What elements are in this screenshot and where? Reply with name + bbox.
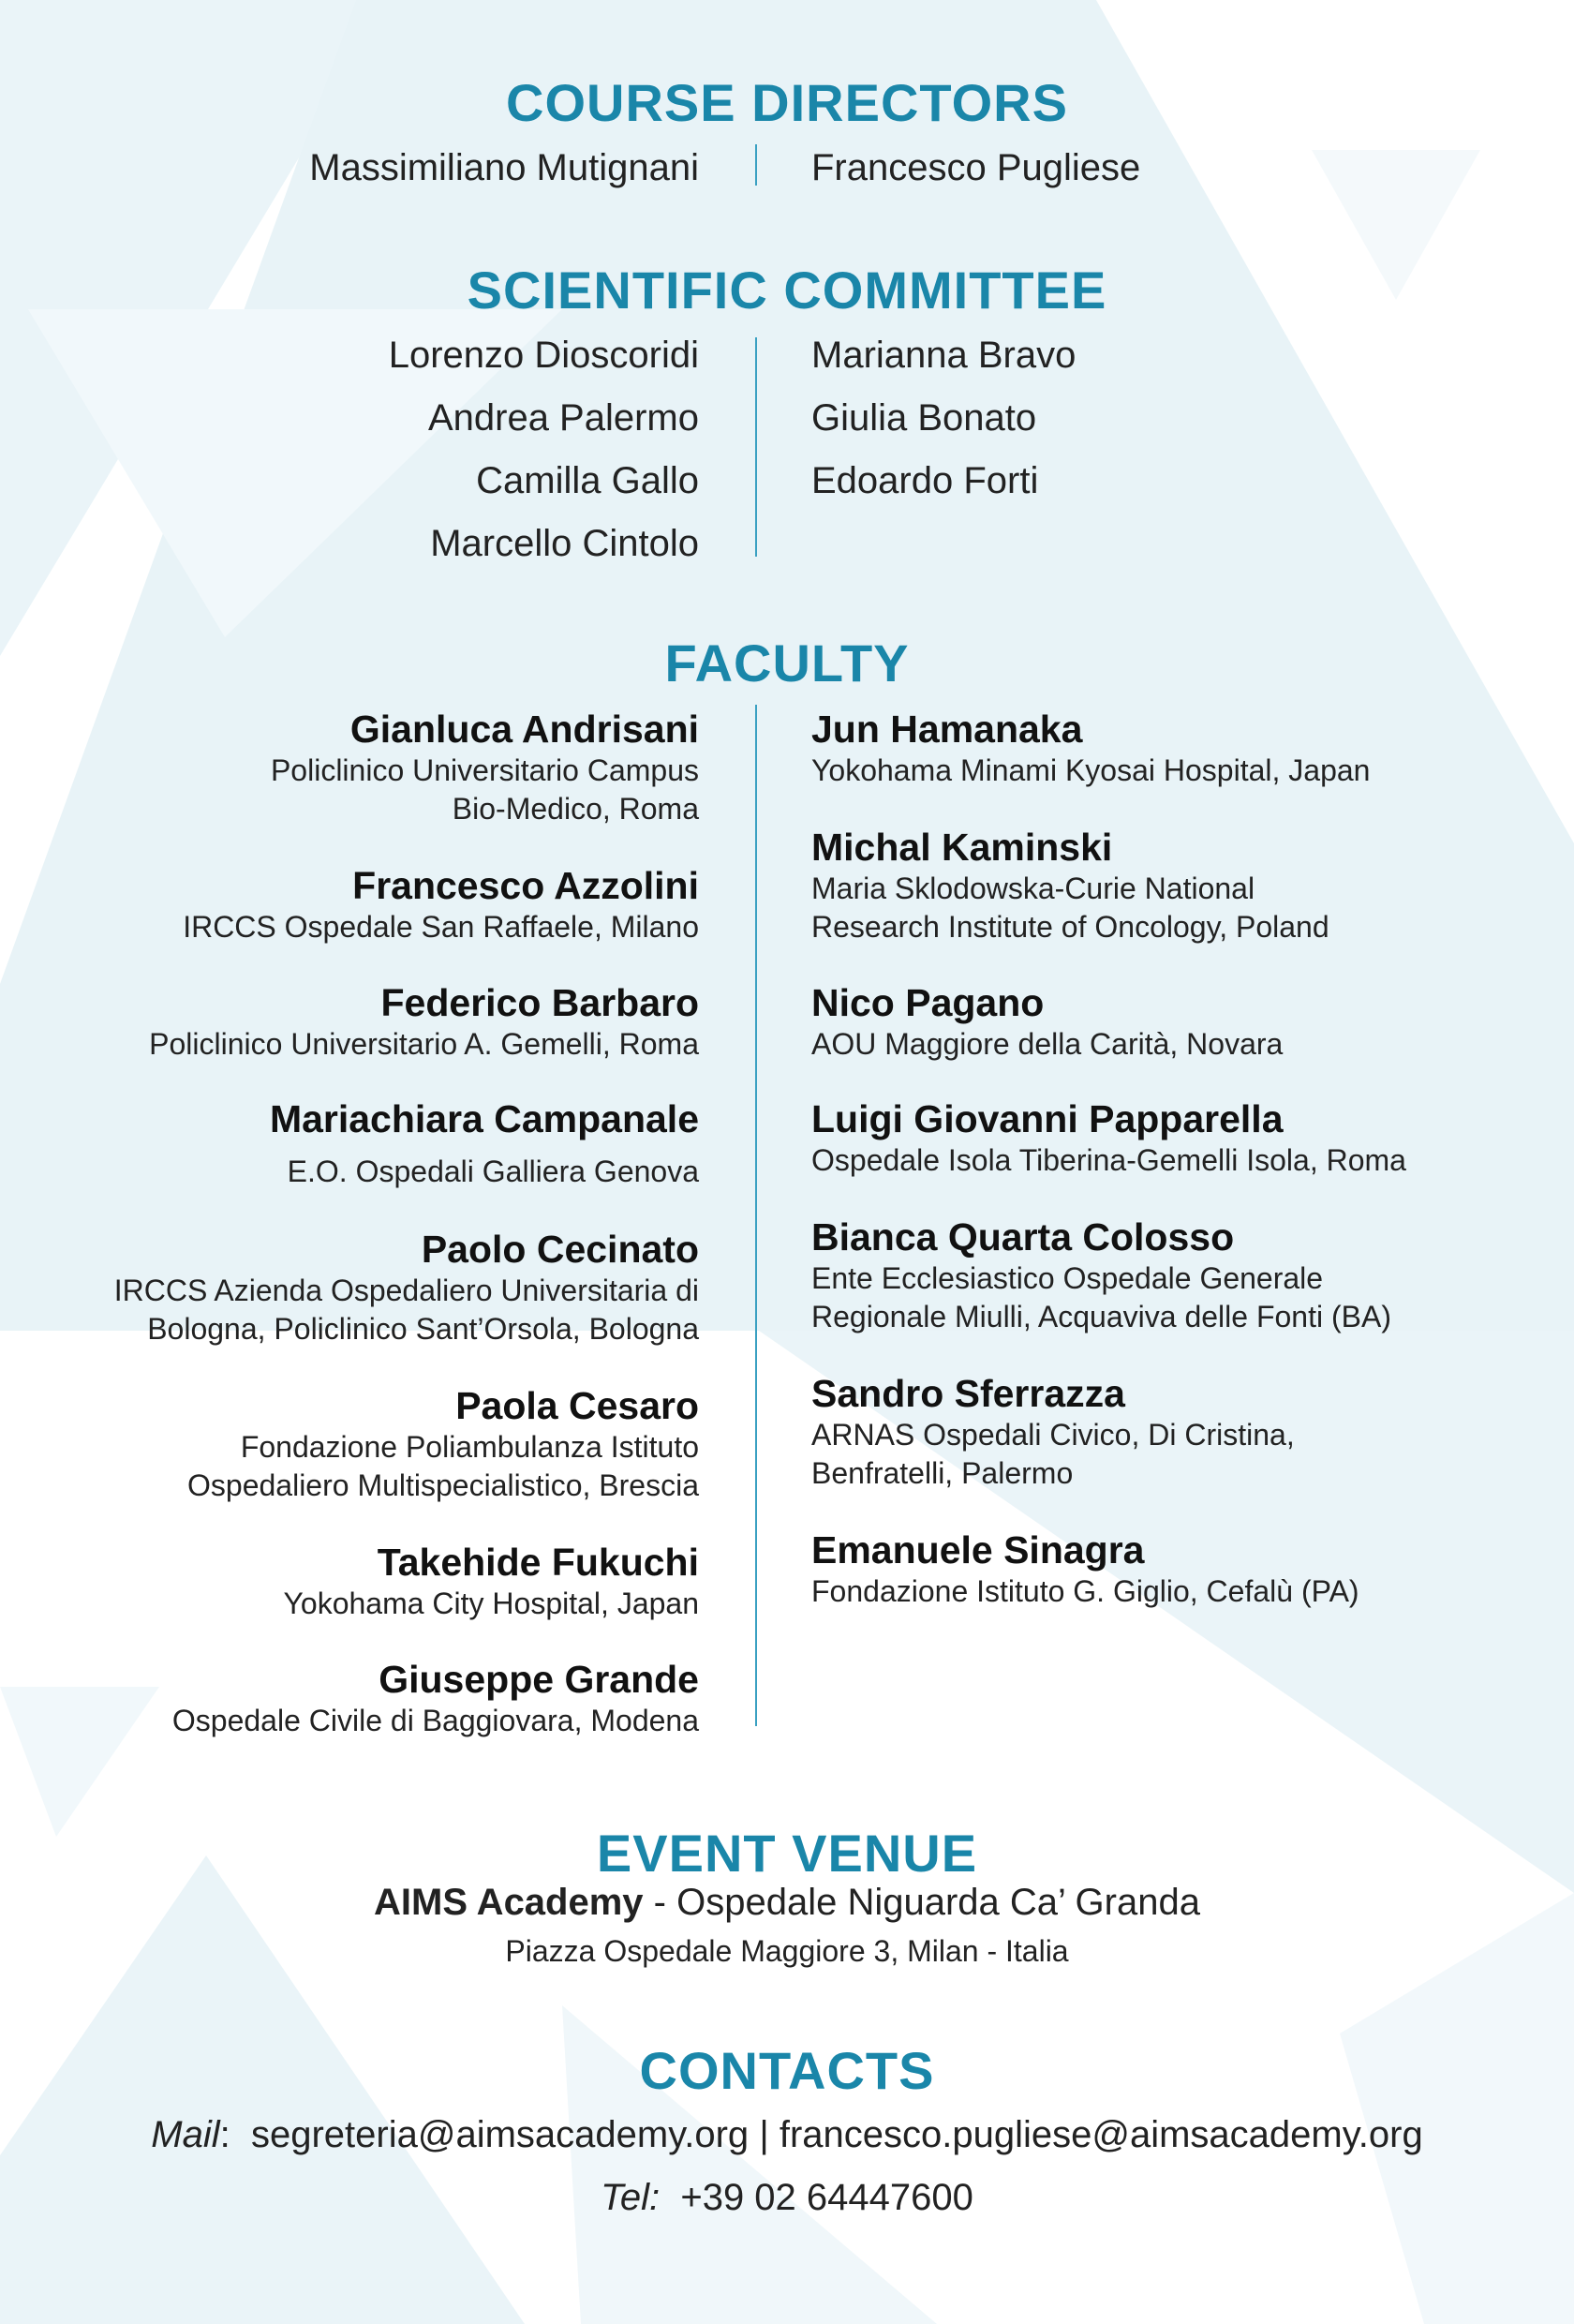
faculty-affiliation: Ospedale Isola Tiberina-Gemelli Isola, Roma <box>811 1143 1406 1177</box>
faculty-affiliation: Policlinico Universitario Campus <box>270 753 699 787</box>
event-venue-title: EVENT VENUE <box>596 1824 978 1883</box>
faculty-entry <box>811 825 1329 946</box>
course-directors-title: COURSE DIRECTORS <box>506 73 1068 132</box>
faculty-affiliation: ARNAS Ospedali Civico, Di Cristina, <box>811 1418 1295 1452</box>
faculty-affiliation: E.O. Ospedali Galliera Genova <box>287 1155 699 1188</box>
faculty-name: Nico Pagano <box>811 981 1045 1024</box>
mail-separator: | <box>759 2114 769 2155</box>
mail-link-segreteria[interactable]: segreteria@aimsacademy.org <box>250 2114 750 2155</box>
faculty-affiliation: Ospedaliero Multispecialistico, Brescia <box>187 1468 699 1502</box>
course-directors-right <box>811 137 1140 200</box>
tel-number[interactable]: +39 02 64447600 <box>680 2177 973 2218</box>
faculty-entry <box>187 1383 699 1505</box>
venue-name-rest: - Ospedale Niguarda Ca’ Granda <box>643 1882 1200 1923</box>
committee-member-name: Giulia Bonato <box>811 397 1037 439</box>
mail-label: Mail <box>151 2114 220 2155</box>
faculty-name: Gianluca Andrisani <box>349 708 699 751</box>
faculty-affiliation: Ospedale Civile di Baggiovara, Modena <box>171 1704 699 1737</box>
faculty-name: Emanuele Sinagra <box>811 1528 1145 1572</box>
contact-tel-line <box>0 2174 1574 2221</box>
course-director-name: Massimiliano Mutignani <box>309 147 699 188</box>
faculty-name: Bianca Quarta Colosso <box>811 1215 1235 1259</box>
scientific-committee-title: SCIENTIFIC COMMITTEE <box>467 261 1107 320</box>
venue-name <box>0 1879 1574 1926</box>
faculty-name: Jun Hamanaka <box>811 708 1083 751</box>
faculty-name: Federico Barbaro <box>380 981 699 1024</box>
contact-mail-line <box>0 2111 1574 2158</box>
faculty-entry <box>811 980 1283 1064</box>
faculty-affiliation: AOU Maggiore della Carità, Novara <box>811 1027 1284 1061</box>
committee-member-name: Camilla Gallo <box>476 460 699 501</box>
venue-address: Piazza Ospedale Maggiore 3, Milan - Italia <box>505 1934 1069 1968</box>
faculty-entry <box>811 1096 1406 1180</box>
faculty-affiliation: Maria Sklodowska-Curie National <box>811 872 1255 905</box>
faculty-name: Luigi Giovanni Papparella <box>811 1097 1284 1140</box>
committee-member-name: Marianna Bravo <box>811 335 1077 376</box>
faculty-entry <box>283 1540 699 1623</box>
faculty-entry <box>183 863 699 946</box>
course-directors-left <box>309 137 699 200</box>
faculty-entry <box>172 1657 699 1740</box>
faculty-affiliation: Policlinico Universitario A. Gemelli, Roma <box>149 1027 699 1061</box>
column-divider <box>755 144 757 186</box>
faculty-affiliation: Bologna, Policlinico Sant’Orsola, Bologna <box>147 1312 699 1346</box>
faculty-name: Takehide Fukuchi <box>377 1541 699 1584</box>
faculty-name: Michal Kaminski <box>811 826 1113 869</box>
faculty-entry <box>811 1527 1359 1611</box>
column-divider <box>755 337 757 557</box>
contacts-title: CONTACTS <box>639 2041 935 2100</box>
committee-member-name: Edoardo Forti <box>811 460 1039 501</box>
faculty-affiliation: IRCCS Ospedale San Raffaele, Milano <box>183 910 699 944</box>
mail-colon: : <box>219 2114 251 2155</box>
tel-label: Tel: <box>601 2177 661 2218</box>
faculty-affiliation: Research Institute of Oncology, Poland <box>811 910 1329 944</box>
faculty-affiliation: Regionale Miulli, Acquaviva delle Fonti (BA) <box>811 1300 1391 1333</box>
faculty-name: Paola Cesaro <box>455 1384 699 1427</box>
faculty-entry <box>114 1227 699 1348</box>
faculty-name: Mariachiara Campanale <box>269 1097 699 1140</box>
committee-member-name: Andrea Palermo <box>427 397 699 439</box>
faculty-entry <box>270 1096 699 1191</box>
faculty-affiliation: Yokohama Minami Kyosai Hospital, Japan <box>811 753 1371 787</box>
faculty-affiliation: Fondazione Poliambulanza Istituto <box>240 1430 699 1464</box>
faculty-entry <box>811 707 1370 790</box>
committee-member-name: Marcello Cintolo <box>430 523 699 564</box>
faculty-title: FACULTY <box>664 633 910 693</box>
faculty-affiliation: Ente Ecclesiastico Ospedale Generale <box>811 1261 1324 1295</box>
faculty-entry <box>811 1214 1391 1336</box>
mail-link-pugliese[interactable]: francesco.pugliese@aimsacademy.org <box>779 2114 1423 2155</box>
scientific-committee-left <box>389 324 699 575</box>
faculty-name: Francesco Azzolini <box>352 864 699 907</box>
column-divider <box>755 705 757 1726</box>
scientific-committee-right <box>811 324 1076 513</box>
faculty-affiliation: Benfratelli, Palermo <box>811 1456 1074 1490</box>
faculty-name: Giuseppe Grande <box>379 1658 699 1701</box>
venue-name-bold: AIMS Academy <box>374 1882 644 1923</box>
faculty-name: Paolo Cecinato <box>421 1228 699 1271</box>
faculty-entry <box>271 707 699 828</box>
faculty-affiliation: Bio-Medico, Roma <box>452 792 699 826</box>
course-director-name: Francesco Pugliese <box>811 147 1141 188</box>
faculty-affiliation: IRCCS Azienda Ospedaliero Universitaria di <box>113 1274 699 1307</box>
faculty-affiliation: Yokohama City Hospital, Japan <box>283 1587 699 1620</box>
faculty-entry <box>149 980 699 1064</box>
faculty-affiliation: Fondazione Istituto G. Giglio, Cefalù (PA) <box>811 1574 1359 1608</box>
committee-member-name: Lorenzo Dioscoridi <box>388 335 699 376</box>
faculty-name: Sandro Sferrazza <box>811 1372 1125 1415</box>
faculty-entry <box>811 1371 1295 1493</box>
